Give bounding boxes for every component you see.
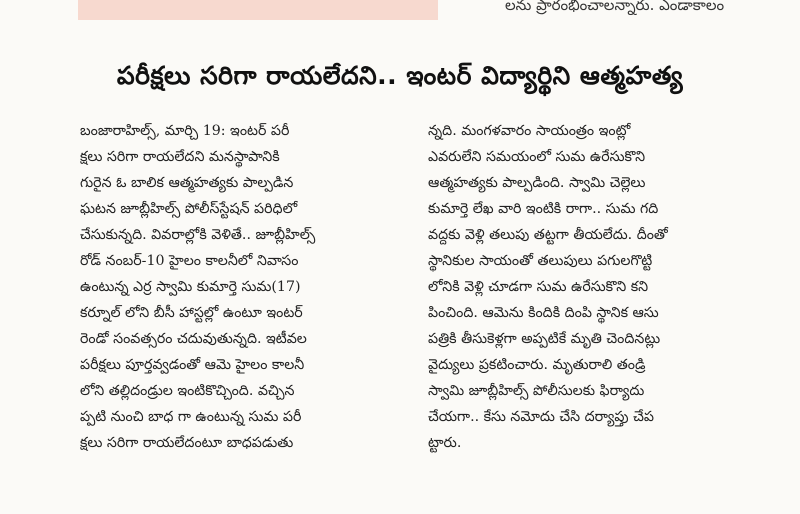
article-column-right — [428, 118, 758, 456]
previous-article-image-box — [78, 0, 438, 20]
article-column-left — [80, 118, 410, 456]
article-line: క్షలు సరిగా రాయలేదంటూ బాధపడుతు — [80, 435, 294, 451]
article-line: స్థానికుల సాయంతో తలుపులు పగులగొట్టి — [428, 253, 653, 269]
article-line: రెండో సంవత్సరం చదువుతున్నది. ఇటీవల — [80, 331, 307, 347]
previous-article-text-fragment: లను ప్రారంభించాలన్నారు. ఎండాకాలం — [505, 0, 725, 14]
article-line: కుమార్తె లేఖ వారి ఇంటికి రాగా.. సుమ గది — [428, 201, 659, 217]
article-line: ఆత్మహత్యకు పాల్పడింది. స్వామి చెల్లెలు — [428, 175, 646, 191]
article-line: చేయగా.. కేసు నమోదు చేసి దర్యాప్తు చేప — [428, 409, 654, 425]
article-line: కర్నూల్ లోని బీసీ హాస్టల్లో ఉంటూ ఇంటర్ — [80, 305, 303, 321]
article-line: ఎవరులేని సమయంలో సుమ ఉరేసుకొని — [428, 149, 646, 165]
article-line: వద్దకు వెళ్లి తలుపు తట్టగా తీయలేదు. దీంతో — [428, 227, 668, 243]
headline: పరీక్షలు సరిగా రాయలేదని.. ఇంటర్ విద్యార్థిని ఆత్మహత్య — [116, 61, 684, 90]
article-line: చేసుకున్నది. వివరాల్లోకి వెళితే.. జూబ్లీహిల్స్ — [80, 227, 316, 243]
article-line: వైద్యులు ప్రకటించారు. మృతురాలి తండ్రి — [428, 357, 646, 373]
article-line: బంజారాహిల్స్, మార్చి 19: ఇంటర్ పరీ — [80, 123, 290, 139]
article-line: ట్టారు. — [428, 435, 462, 451]
article-line: ప్పటి నుంచి బాధ గా ఉంటున్న సుమ పరీ — [80, 409, 302, 425]
article-body — [80, 118, 760, 498]
article-line: ఘటన జూబ్లీహిల్స్ పోలీస్‌స్టేషన్ పరిధిలో — [80, 201, 298, 217]
article-line: స్వామి జూబ్లీహిల్స్ పోలీసులకు ఫిర్యాదు — [428, 383, 645, 399]
article-line: లోనికి వెళ్లి చూడగా సుమ ఉరేసుకొని కని — [428, 279, 649, 295]
article-line: క్షలు సరిగా రాయలేదని మనస్థాపానికి — [80, 149, 280, 165]
article-line: గురైన ఓ బాలిక ఆత్మహత్యకు పాల్పడిన — [80, 175, 294, 191]
article-line: పరీక్షలు పూర్తవ్వడంతో ఆమె హైలం కాలనీ — [80, 357, 305, 373]
article-line: పించింది. ఆమెను కిందికి దింపి స్థానిక ఆసు — [428, 305, 659, 321]
previous-article-strip — [0, 0, 800, 40]
article-line: రోడ్ నంబర్-10 హైలం కాలనీలో నివాసం — [80, 253, 299, 269]
article-line: లోని తల్లిదండ్రుల ఇంటికొచ్చింది. వచ్చిన — [80, 383, 295, 399]
article-line: ఉంటున్న ఎర్ర స్వామి కుమార్తె సుమ(17) — [80, 279, 301, 295]
article-line: న్నది. మంగళవారం సాయంత్రం ఇంట్లో — [428, 123, 631, 139]
article-line: పత్రికి తీసుకెళ్లగా అప్పటికే మృతి చెందినట్లు — [428, 331, 661, 347]
